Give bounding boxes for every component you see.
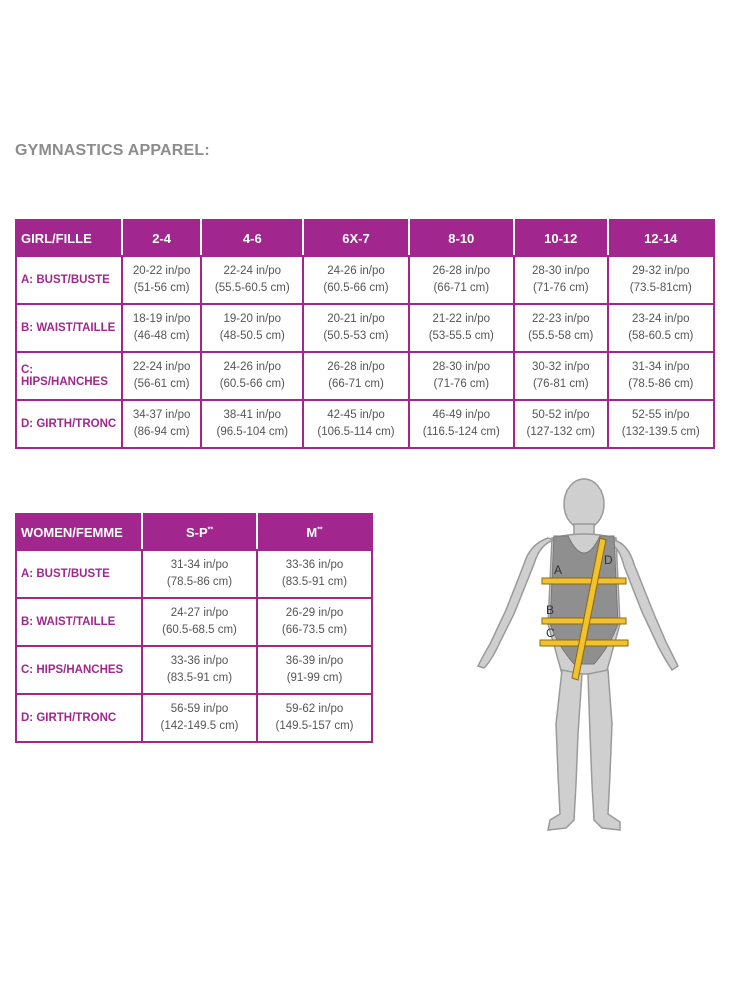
table-row <box>16 304 714 352</box>
inches-value: 31-34 in/po <box>170 559 229 571</box>
size-cell <box>257 694 372 742</box>
size-cell <box>142 550 257 598</box>
cm-value: (56-61 cm) <box>133 378 190 390</box>
size-cell <box>514 352 608 400</box>
inches-value: 24-26 in/po <box>327 265 385 277</box>
inches-value: 28-30 in/po <box>531 265 590 277</box>
inches-value: 22-24 in/po <box>132 361 191 373</box>
inches-value: 18-19 in/po <box>132 313 191 325</box>
cm-value: (66-71 cm) <box>433 282 490 294</box>
cm-value: (58-60.5 cm) <box>628 330 694 342</box>
cm-value: (46-48 cm) <box>133 330 190 342</box>
size-cell <box>303 304 408 352</box>
column-header: 12-14 <box>608 220 714 256</box>
size-cell <box>608 400 714 448</box>
label-a: A <box>554 563 563 577</box>
cm-value: (73.5-81cm) <box>629 282 692 294</box>
inches-value: 26-28 in/po <box>432 265 491 277</box>
size-cell <box>142 694 257 742</box>
page-title: GYMNASTICS APPAREL: <box>15 142 210 159</box>
girls-header-label: GIRL/FILLE <box>16 220 122 256</box>
size-cell <box>514 304 608 352</box>
cm-value: (48-50.5 cm) <box>219 330 285 342</box>
table-row <box>16 694 372 742</box>
inches-value: 34-37 in/po <box>132 409 191 421</box>
inches-value: 23-24 in/po <box>632 313 690 325</box>
size-cell <box>409 304 514 352</box>
inches-value: 50-52 in/po <box>531 409 590 421</box>
cm-value: (71-76 cm) <box>532 282 589 294</box>
size-cell <box>201 400 303 448</box>
inches-value: 22-24 in/po <box>223 265 282 277</box>
inches-value: 24-27 in/po <box>170 607 229 619</box>
inches-value: 26-29 in/po <box>285 607 344 619</box>
table-header-row <box>16 220 714 256</box>
size-cell <box>608 352 714 400</box>
cm-value: (71-76 cm) <box>433 378 490 390</box>
size-cell <box>142 598 257 646</box>
cm-value: (127-132 cm) <box>526 426 595 438</box>
size-cell <box>122 352 201 400</box>
size-cell <box>303 256 408 304</box>
cm-value: (96.5-104 cm) <box>216 426 289 438</box>
cm-value: (66-71 cm) <box>328 378 384 390</box>
row-label: A: BUST/BUSTE <box>16 256 122 304</box>
row-label: C: HIPS/HANCHES <box>16 352 122 400</box>
cm-value: (60.5-68.5 cm) <box>162 624 237 636</box>
label-c: C <box>546 626 555 640</box>
column-header: M** <box>257 514 372 550</box>
cm-value: (53-55.5 cm) <box>428 330 494 342</box>
row-label: D: GIRTH/TRONC <box>16 694 142 742</box>
label-d: D <box>604 553 613 567</box>
cm-value: (78.5-86 cm) <box>166 576 233 588</box>
inches-value: 52-55 in/po <box>632 409 690 421</box>
inches-value: 42-45 in/po <box>327 409 385 421</box>
inches-value: 46-49 in/po <box>432 409 491 421</box>
inches-value: 29-32 in/po <box>632 265 690 277</box>
table-row <box>16 550 372 598</box>
inches-value: 26-28 in/po <box>327 361 385 373</box>
inches-value: 21-22 in/po <box>432 313 491 325</box>
size-cell <box>409 400 514 448</box>
inches-value: 56-59 in/po <box>170 703 229 715</box>
table-row <box>16 400 714 448</box>
women-size-table <box>15 513 373 743</box>
table-header-row <box>16 514 372 550</box>
cm-value: (83.5-91 cm) <box>281 576 348 588</box>
inches-value: 33-36 in/po <box>170 655 229 667</box>
table-row <box>16 352 714 400</box>
cm-value: (132-139.5 cm) <box>621 426 700 438</box>
table-row <box>16 256 714 304</box>
cm-value: (86-94 cm) <box>133 426 190 438</box>
inches-value: 36-39 in/po <box>285 655 344 667</box>
tape-bust <box>542 578 626 584</box>
size-cell <box>122 400 201 448</box>
size-cell <box>257 550 372 598</box>
cm-value: (60.5-66 cm) <box>219 378 285 390</box>
cm-value: (106.5-114 cm) <box>317 426 395 438</box>
cm-value: (51-56 cm) <box>133 282 190 294</box>
row-label: A: BUST/BUSTE <box>16 550 142 598</box>
inches-value: 19-20 in/po <box>223 313 282 325</box>
size-cell <box>201 304 303 352</box>
cm-value: (83.5-91 cm) <box>166 672 233 684</box>
row-label: B: WAIST/TAILLE <box>16 598 142 646</box>
girls-size-table <box>15 219 715 449</box>
size-cell <box>303 400 408 448</box>
inches-value: 20-22 in/po <box>132 265 191 277</box>
inches-value: 31-34 in/po <box>632 361 690 373</box>
cm-value: (142-149.5 cm) <box>160 720 239 732</box>
label-b: B <box>546 603 555 617</box>
column-header: 8-10 <box>409 220 514 256</box>
cm-value: (66-73.5 cm) <box>281 624 348 636</box>
size-cell <box>608 304 714 352</box>
column-header: 6X-7 <box>303 220 408 256</box>
inches-value: 59-62 in/po <box>285 703 344 715</box>
cm-value: (76-81 cm) <box>532 378 589 390</box>
cm-value: (116.5-124 cm) <box>422 426 500 438</box>
cm-value: (50.5-53 cm) <box>323 330 389 342</box>
row-label: C: HIPS/HANCHES <box>16 646 142 694</box>
size-cell <box>514 400 608 448</box>
size-cell <box>201 256 303 304</box>
table-row <box>16 646 372 694</box>
measurement-figure <box>470 474 680 834</box>
inches-value: 28-30 in/po <box>432 361 491 373</box>
size-cell <box>409 256 514 304</box>
inches-value: 20-21 in/po <box>327 313 385 325</box>
row-label: D: GIRTH/TRONC <box>16 400 122 448</box>
column-header: 2-4 <box>122 220 201 256</box>
inches-value: 22-23 in/po <box>531 313 590 325</box>
inches-value: 33-36 in/po <box>285 559 344 571</box>
size-cell <box>409 352 514 400</box>
size-cell <box>201 352 303 400</box>
size-cell <box>257 598 372 646</box>
column-header: 4-6 <box>201 220 303 256</box>
size-cell <box>303 352 408 400</box>
column-header: 10-12 <box>514 220 608 256</box>
cm-value: (55.5-60.5 cm) <box>214 282 290 294</box>
size-cell <box>608 256 714 304</box>
size-cell <box>122 256 201 304</box>
row-label: B: WAIST/TAILLE <box>16 304 122 352</box>
cm-value: (60.5-66 cm) <box>323 282 389 294</box>
column-header: S-P** <box>142 514 257 550</box>
inches-value: 24-26 in/po <box>223 361 282 373</box>
size-cell <box>514 256 608 304</box>
inches-value: 38-41 in/po <box>223 409 282 421</box>
table-row <box>16 598 372 646</box>
size-cell <box>142 646 257 694</box>
cm-value: (91-99 cm) <box>286 672 343 684</box>
size-cell <box>122 304 201 352</box>
size-cell <box>257 646 372 694</box>
women-header-label: WOMEN/FEMME <box>16 514 142 550</box>
cm-value: (55.5-58 cm) <box>528 330 594 342</box>
cm-value: (149.5-157 cm) <box>275 720 354 732</box>
inches-value: 30-32 in/po <box>531 361 590 373</box>
cm-value: (78.5-86 cm) <box>628 378 694 390</box>
